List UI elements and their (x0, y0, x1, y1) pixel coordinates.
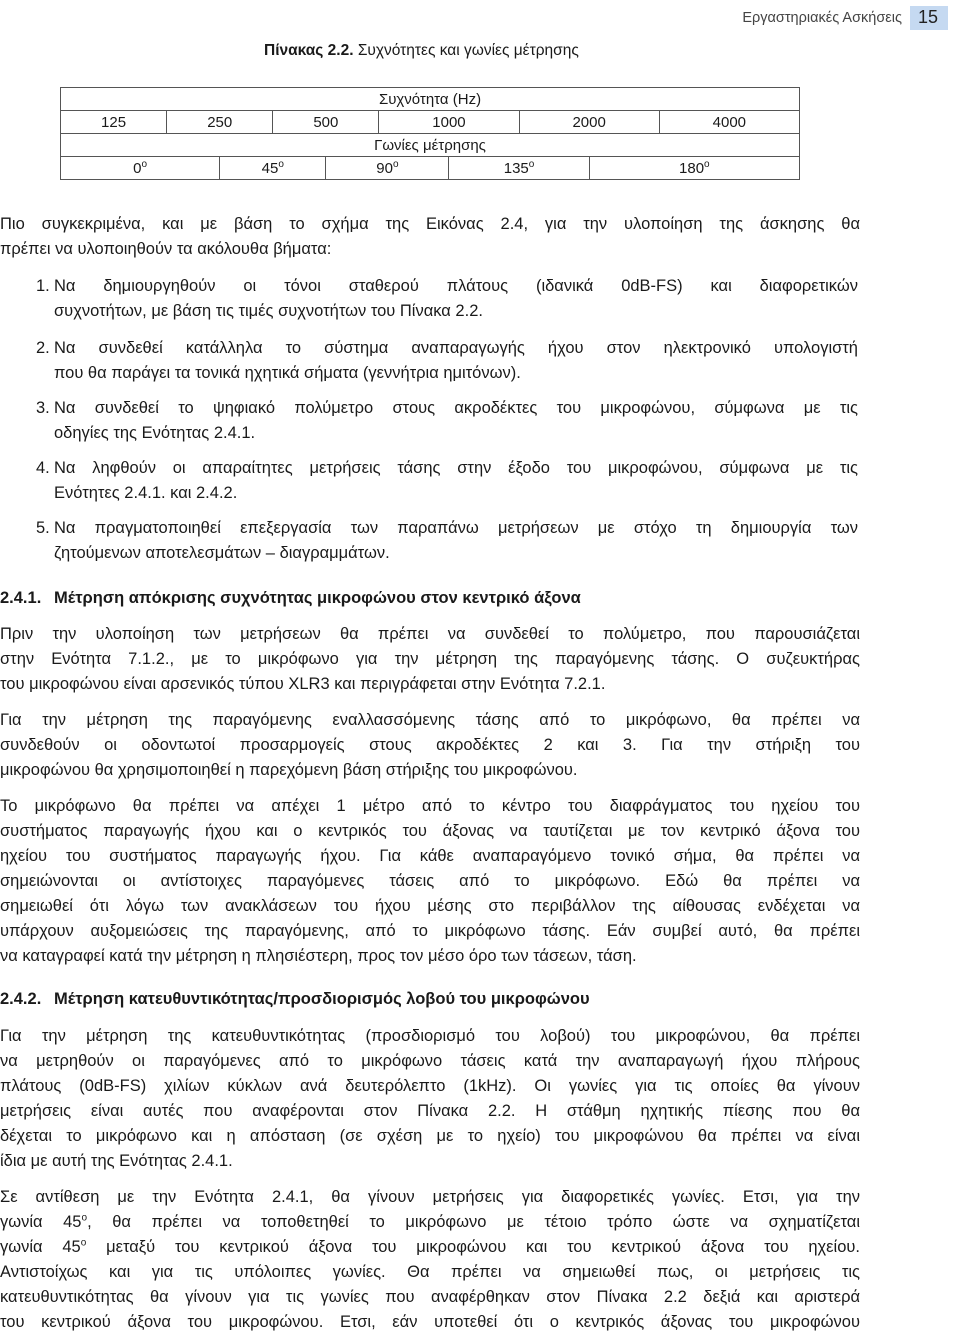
freq-cell: 125 (61, 111, 167, 134)
freq-header-cell: Συχνότητα (Hz) (61, 88, 800, 111)
step-item: 2. Να συνδεθεί κατάλληλα το σύστημα αναπαραγωγής ήχου στον ηλεκτρονικό υπολογιστή που θα παράγει τα τονικά ηχητικά σήματα (γεννήτρια ημιτόνων). (36, 339, 858, 382)
page-header (742, 6, 948, 30)
table-caption (264, 42, 579, 60)
step-item: 1. Να δημιουργηθούν οι τόνοι σταθερού πλάτους (ιδανικά 0dB-FS) και διαφορετικών συχνοτήτων, με βάση τις τιμές συχνοτήτων του Πίνακα 2.2. (36, 277, 858, 320)
body-paragraph: Για την μέτρηση της κατευθυντικότητας (προσδιορισμό του λοβού) του μικροφώνου, θα πρέπει να μετρηθούν οι παραγόμενες από το μικρόφωνο τάσεις κατά την αναπαραγωγή ήχου πλήρους πλάτους (0dB-FS) χιλίων κύκλων ανά δευτερόλεπτο (1kHz). Οι γωνίες για τις οποίες θα γίνουν μετρήσεις είναι αυτές που αναφέρονται στον Πίνακα 2.2. Η στάθμη ηχητικής πίεσης που θα δέχεται το μικρόφωνο και η απόσταση (σε σχέση με το ηχείο) του μικροφώνου θα πρέπει να είναι ίδια με αυτή της Ενότητας 2.4.1. (0, 1027, 860, 1170)
freq-cell: 2000 (519, 111, 659, 134)
freq-cell: 1000 (379, 111, 519, 134)
section-heading: 2.4.2. Μέτρηση κατευθυντικότητας/προσδιορισμός λοβού του μικροφώνου (0, 990, 590, 1008)
body-paragraph: Πριν την υλοποίηση των μετρήσεων θα πρέπει να συνδεθεί το πολύμετρο, που παρουσιάζεται στην Ενότητα 7.1.2., με το μικρόφωνο για την μέτρηση της παραγόμενης τάσης. Ο συζευκτήρας του μικροφώνου είναι αρσενικός τύπου XLR3 και περιγράφεται στην Ενότητα 7.2.1. (0, 625, 860, 693)
step-item: 5. Να πραγματοποιηθεί επεξεργασία των παραπάνω μετρήσεων με στόχο τη δημιουργία των ζητούμενων αποτελεσμάτων – διαγραμμάτων. (36, 519, 858, 562)
freq-cell: 250 (167, 111, 273, 134)
table-caption-label: Πίνακας 2.2. (264, 42, 354, 59)
body-paragraph: Το μικρόφωνο θα πρέπει να απέχει 1 μέτρο από το κέντρο του διαφράγματος του ηχείου του συστήματος παραγωγής ήχου και ο κεντρικός του άξονας να ταυτίζεται με τον κεντρικό άξονα του ηχείου του συστήματος παραγωγής ήχου. Για κάθε αναπαραγόμενο τονικό σήμα, θα πρέπει να σημειώνονται οι αντίστοιχες παραγόμενες τάσεις από το μικρόφωνο. Εδώ θα πρέπει να σημειωθεί ότι λόγω των ανακλάσεων του ήχου μέσης στο περιβάλλον της αίθουσας ενδέχεται να υπάρχουν αυξομειώσεις της παραγόμενης, από το μικρόφωνο τάσης. Εάν συμβεί αυτό, θα πρέπει να καταγραφεί κατά την μέτρηση η πλησιέστερη, προς τον μέσο όρο των τάσεων, τάση. (0, 797, 860, 965)
step-item: 4. Να ληφθούν οι απαραίτητες μετρήσεις τάσης στην έξοδο του μικροφώνου, σύμφωνα με τις Ενότητες 2.4.1. και 2.4.2. (36, 459, 858, 502)
angle-cell: $0^o$ (61, 157, 220, 180)
angle-cell: $135^o$ (449, 157, 589, 180)
angle-cell: $45^o$ (220, 157, 326, 180)
intro-paragraph: Πιο συγκεκριμένα, και με βάση το σχήμα της Εικόνας 2.4, για την υλοποίηση της άσκησης θα πρέπει να υλοποιηθούν τα ακόλουθα βήματα: (0, 215, 860, 258)
body-paragraph: Σε αντίθεση με την Ενότητα 2.4.1, θα γίνουν μετρήσεις για διαφορετικές γωνίες. Ετσι, για την γωνία $45^o$, θα πρέπει να τοποθετηθεί το μικρόφωνο με τέτοιο τρόπο ώστε να σχηματίζεται γωνία $45^o$ μεταξύ του κεντρικού άξονα του μικροφώνου και του κεντρικού άξονα του ηχείου. Αντιστοίχως και για τις υπόλοιπες γωνίες. Θα πρέπει να σημειωθεί πως, οι μετρήσεις τις κατευθυντικότητας θα γίνουν για τις γωνίες που αναφέρθηκαν στον Πίνακα 2.2 δεξιά και αριστερά του κεντρικού άξονα του μικροφώνου. Ετσι, εάν υποτεθεί ότι ο κεντρικός άξονας του μικροφώνου (0, 1188, 860, 1331)
angle-cell: $90^o$ (326, 157, 449, 180)
header-title: Εργαστηριακές Ασκήσεις (742, 10, 902, 26)
table-caption-text: Συχνότητες και γωνίες μέτρησης (353, 42, 579, 59)
freq-cell: 500 (273, 111, 379, 134)
section-heading: 2.4.1. Μέτρηση απόκρισης συχνότητας μικροφώνου στον κεντρικό άξονα (0, 589, 581, 607)
angle-header-cell: Γωνίες μέτρησης (61, 134, 800, 157)
freq-cell: 4000 (659, 111, 799, 134)
angle-cell: $180^o$ (589, 157, 799, 180)
step-item: 3. Να συνδεθεί το ψηφιακό πολύμετρο στους ακροδέκτες του μικροφώνου, σύμφωνα με τις οδηγίες της Ενότητας 2.4.1. (36, 399, 858, 442)
page-number: 15 (910, 6, 948, 30)
body-paragraph: Για την μέτρηση της παραγόμενης εναλλασσόμενης τάσης από το μικρόφωνο, θα πρέπει να συνδεθούν οι οδοντωτοί προσαρμογείς στους ακροδέκτες 2 και 3. Για την στήριξη του μικροφώνου θα χρησιμοποιηθεί η παρεχόμενη βάση στήριξης του μικροφώνου. (0, 711, 860, 779)
frequency-angle-table (60, 87, 800, 180)
